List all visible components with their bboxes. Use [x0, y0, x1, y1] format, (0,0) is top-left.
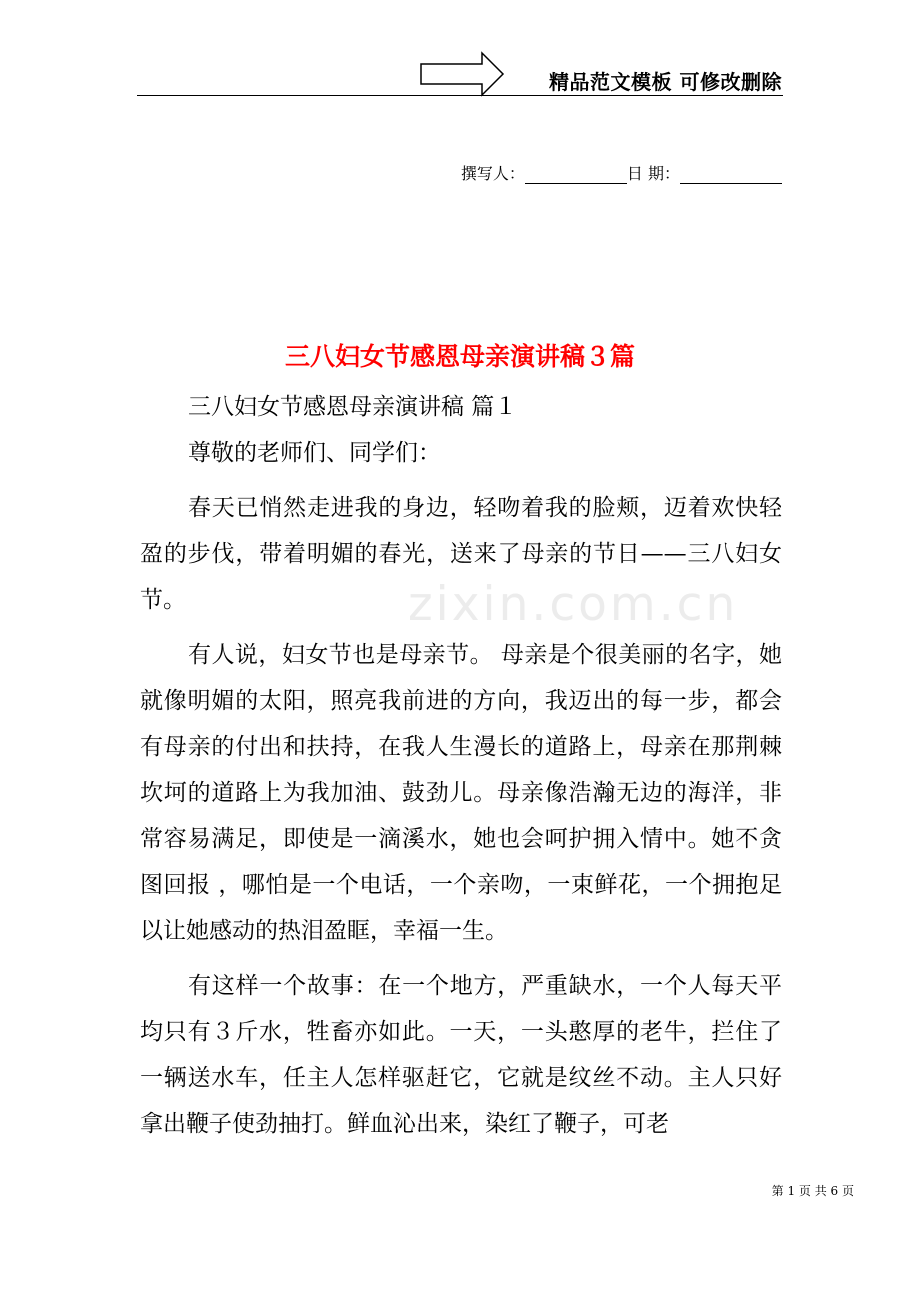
page-number: 第 1 页 共 6 页: [771, 1184, 854, 1198]
author-label: 撰写人：: [460, 164, 525, 183]
header-note: 精品范文模板 可修改删除: [549, 70, 782, 94]
date-blank: [680, 167, 782, 184]
date-label: 日 期：: [626, 164, 680, 183]
subtitle: 三八妇女节感恩母亲演讲稿 篇１: [188, 394, 518, 420]
right-arrow-icon: [419, 51, 505, 97]
document-title: 三八妇女节感恩母亲演讲稿３篇: [284, 342, 635, 371]
salutation: 尊敬的老师们、同学们：: [188, 440, 441, 466]
header-divider: [137, 95, 783, 96]
document-body: [140, 384, 782, 1147]
watermark: zixin.com.cn: [408, 577, 739, 632]
paragraph: 有人说，妇女节也是母亲节。 母亲是个很美丽的名字，她就像明媚的太阳，照亮我前进的方向，我迈出的每一步，都会有母亲的付出和扶持，在我人生漫长的道路上，母亲在那荆棘坎坷的道路上为我加油、鼓劲儿。母亲像浩瀚无边的海洋，非常容易满足，即使是一滴溪水，她也会呵护拥入情中。她不贪图回报 ，哪怕是一个电话，一个亲吻，一束鲜花，一个拥抱足以让她感动的热泪盈眶，幸福一生。: [140, 642, 782, 944]
paragraph: 有这样一个故事：在一个地方，严重缺水，一个人每天平均只有３斤水，牲畜亦如此。一天，一头憨厚的老牛，拦住了一辆送水车，任主人怎样驱赶它，它就是纹丝不动。主人只好拿出鞭子使劲抽打。鲜血沁出来，染红了鞭子，可老: [140, 973, 782, 1137]
paragraph: 春天已悄然走进我的身边，轻吻着我的脸颊，迈着欢快轻盈的步伐，带着明媚的春光，送来了母亲的节日——三八妇女节。: [140, 495, 782, 613]
author-blank: [525, 167, 627, 184]
meta-line: [461, 161, 782, 184]
